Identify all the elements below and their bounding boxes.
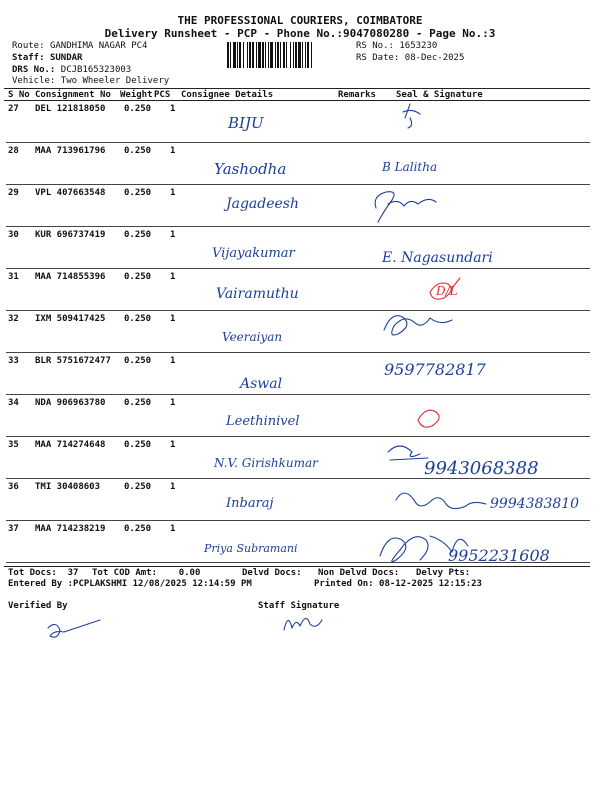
row-pcs: 1 [170, 482, 176, 492]
red-mark-label: D/L [436, 284, 458, 298]
row-weight: 0.250 [124, 104, 152, 114]
red-mark-34 [418, 410, 439, 427]
row-sno: 31 [8, 272, 19, 282]
row-pcs: 1 [170, 188, 176, 198]
tot-docs: Tot Docs: 37 [8, 568, 79, 578]
row-pcs: 1 [170, 356, 176, 366]
remark-28: B Lalitha [382, 160, 438, 174]
row-consignment-no: MAA 713961796 [35, 146, 106, 156]
col-weight: Weight [120, 90, 153, 100]
row-weight: 0.250 [124, 314, 152, 324]
col-sno: S No [8, 90, 30, 100]
rs-no-line: RS No.: 1653230 [356, 41, 438, 51]
row-sno: 28 [8, 146, 19, 156]
rs-date-line: RS Date: 08-Dec-2025 [356, 53, 465, 63]
consignee-31: Vairamuthu [216, 286, 299, 302]
row-sno: 32 [8, 314, 19, 324]
consignee-29: Jagadeesh [226, 196, 300, 212]
signature-36 [396, 493, 486, 509]
row-pcs: 1 [170, 440, 176, 450]
route-line: Route: GANDHIMA NAGAR PC4 [12, 41, 148, 51]
row-weight: 0.250 [124, 272, 152, 282]
consignee-30: Vijayakumar [212, 246, 295, 261]
signature-35 [388, 446, 428, 460]
row-weight: 0.250 [124, 482, 152, 492]
row-consignment-no: TMI 30408603 [35, 482, 101, 492]
company-title: THE PROFESSIONAL COURIERS, COIMBATORE [177, 14, 423, 27]
row-weight: 0.250 [124, 146, 152, 156]
non-delvd-docs: Non Delvd Docs: [318, 568, 400, 578]
phone-37: 9952231608 [448, 546, 550, 565]
row-weight: 0.250 [124, 356, 152, 366]
row-consignment-no: MAA 714274648 [35, 440, 106, 450]
row-consignment-no: NDA 906963780 [35, 398, 106, 408]
row-weight: 0.250 [124, 398, 152, 408]
row-weight: 0.250 [124, 230, 152, 240]
tot-cod: Tot COD Amt: 0.00 [92, 568, 201, 578]
verified-by-label: Verified By [8, 601, 68, 611]
row-pcs: 1 [170, 230, 176, 240]
row-weight: 0.250 [124, 440, 152, 450]
delvy-pts: Delvy Pts: [416, 568, 471, 578]
row-sno: 34 [8, 398, 19, 408]
footer-rule [4, 566, 590, 567]
row-pcs: 1 [170, 524, 176, 534]
entered-by: Entered By :PCPLAKSHMI 12/08/2025 12:14:59 PM [8, 579, 252, 589]
row-sno: 30 [8, 230, 19, 240]
verified-signature [48, 620, 100, 637]
consignee-33: Aswal [240, 376, 283, 392]
vehicle-line: Vehicle: Two Wheeler Delivery [12, 76, 170, 86]
row-sno: 36 [8, 482, 19, 492]
staff-signature-mark [284, 618, 322, 630]
row-weight: 0.250 [124, 524, 152, 534]
col-pcs: PCS [154, 90, 171, 100]
consignee-28: Yashodha [214, 160, 287, 178]
phone-35: 9943068388 [424, 458, 539, 479]
col-remarks: Remarks [338, 90, 376, 100]
row-pcs: 1 [170, 146, 176, 156]
row-sno: 35 [8, 440, 19, 450]
signature-29 [375, 192, 436, 222]
row-pcs: 1 [170, 398, 176, 408]
row-sno: 29 [8, 188, 19, 198]
signature-32 [384, 316, 452, 335]
row-sno: 37 [8, 524, 19, 534]
col-seal-signature: Seal & Signature [396, 90, 483, 100]
row-consignment-no: BLR 5751672477 [35, 356, 111, 366]
row-consignment-no: MAA 714238219 [35, 524, 106, 534]
staff-signature-label: Staff Signature [258, 601, 340, 611]
row-pcs: 1 [170, 272, 176, 282]
signature-27 [403, 104, 420, 128]
col-consignment: Consignment No [35, 90, 111, 100]
row-consignment-no: MAA 714855396 [35, 272, 106, 282]
phone-33: 9597782817 [384, 360, 486, 379]
row-weight: 0.250 [124, 188, 152, 198]
remark-30: E. Nagasundari [382, 250, 493, 266]
consignee-32: Veeraiyan [222, 330, 283, 344]
col-consignee: Consignee Details [181, 90, 274, 100]
row-consignment-no: VPL 407663548 [35, 188, 106, 198]
consignee-35: N.V. Girishkumar [214, 456, 318, 470]
staff-line: Staff: SUNDAR [12, 53, 83, 63]
printed-on: Printed On: 08-12-2025 12:15:23 [314, 579, 482, 589]
consignee-34: Leethinivel [226, 414, 300, 429]
consignee-27: BIJU [228, 114, 264, 132]
row-sno: 27 [8, 104, 19, 114]
row-sno: 33 [8, 356, 19, 366]
drs-line: DRS No.: DCJB165323003 [12, 65, 132, 75]
row-pcs: 1 [170, 314, 176, 324]
row-consignment-no: DEL 121818050 [35, 104, 106, 114]
row-pcs: 1 [170, 104, 176, 114]
consignee-36: Inbaraj [226, 496, 274, 511]
consignee-37: Priya Subramani [204, 542, 298, 555]
delvd-docs: Delvd Docs: [242, 568, 302, 578]
row-consignment-no: KUR 696737419 [35, 230, 106, 240]
row-consignment-no: IXM 509417425 [35, 314, 106, 324]
phone-36: 9994383810 [490, 496, 580, 512]
runsheet-subtitle: Delivery Runsheet - PCP - Phone No.:9047080280 - Page No.:3 [104, 27, 496, 40]
